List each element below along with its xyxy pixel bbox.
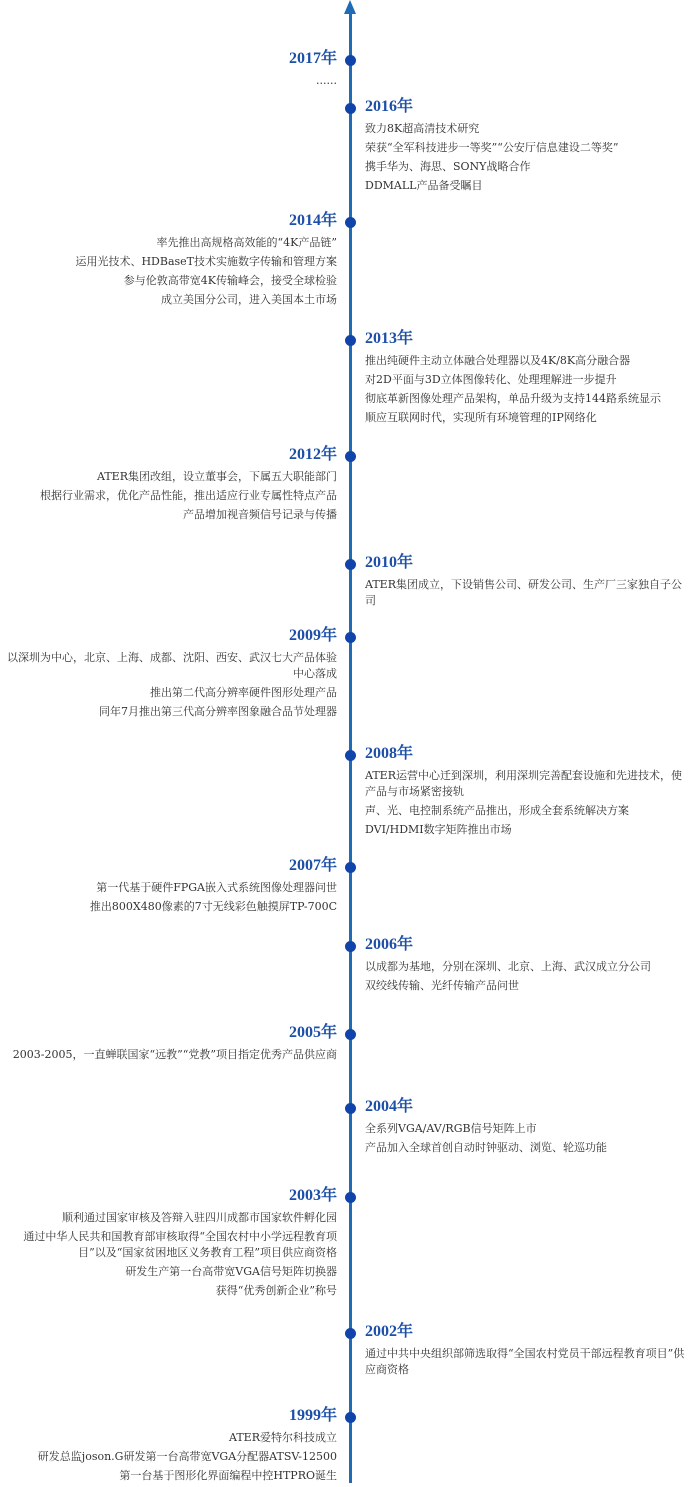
timeline-entry xyxy=(365,97,685,197)
timeline-entry xyxy=(365,553,685,612)
timeline-item: 推出第二代高分辨率硬件图形处理产品 xyxy=(150,686,337,699)
timeline-item: 第一台基于图形化界面编程中控HTPRO诞生 xyxy=(119,1469,337,1482)
timeline-item: 以成都为基地，分别在深圳、北京、上海、武汉成立分公司 xyxy=(365,960,651,973)
timeline-year: 2006年 xyxy=(365,936,414,953)
timeline-entry xyxy=(365,1322,685,1381)
timeline-dot xyxy=(345,632,356,643)
timeline-year: 2004年 xyxy=(365,1098,414,1115)
timeline-year: 2014年 xyxy=(288,212,337,229)
timeline-item: 率先推出高规格高效能的“4K产品链” xyxy=(156,236,337,249)
timeline-dot xyxy=(345,941,356,952)
timeline-dot xyxy=(345,103,356,114)
timeline-year: 2008年 xyxy=(365,745,414,762)
timeline-dot xyxy=(345,335,356,346)
timeline-entry xyxy=(365,744,685,841)
timeline-year: 2005年 xyxy=(288,1024,337,1041)
timeline-item: 双绞线传输、光纤传输产品问世 xyxy=(365,979,519,992)
timeline-item: 声、光、电控制系统产品推出，形成全套系统解决方案 xyxy=(365,804,629,817)
timeline-entry xyxy=(0,626,337,723)
timeline-item: 研发总监joson.G研发第一台高带宽VGA分配器ATSV-12500 xyxy=(37,1450,337,1463)
timeline-item: 推出纯硬件主动立体融合处理器以及4K/8K高分融合器 xyxy=(365,354,631,367)
timeline-year: 2002年 xyxy=(365,1323,414,1340)
timeline-year: 2013年 xyxy=(365,330,414,347)
timeline-item: 携手华为、海思、SONY战略合作 xyxy=(365,160,531,173)
timeline-item: 获得“优秀创新企业”称号 xyxy=(215,1284,337,1297)
timeline-entry xyxy=(0,49,337,92)
timeline-dot xyxy=(345,1192,356,1203)
timeline-dot xyxy=(345,1103,356,1114)
timeline-entry xyxy=(0,1186,337,1302)
timeline-dot xyxy=(345,217,356,228)
timeline-item: 产品加入全球首创自动时钟驱动、浏览、轮巡功能 xyxy=(365,1141,607,1154)
timeline-item: 通过中共中央组织部筛选取得“全国农村党员干部远程教育项目”供应商资格 xyxy=(365,1347,685,1376)
timeline-item: DVI/HDMI数字矩阵推出市场 xyxy=(365,823,512,836)
timeline-year: 2003年 xyxy=(288,1187,337,1204)
timeline-entry xyxy=(365,935,685,997)
timeline-entry xyxy=(0,856,337,918)
timeline-item: 全系列VGA/AV/RGB信号矩阵上市 xyxy=(365,1122,537,1135)
timeline-item: 荣获“全军科技进步一等奖”“公安厅信息建设二等奖” xyxy=(365,141,619,154)
timeline-entry xyxy=(0,1406,337,1487)
timeline-year: 2007年 xyxy=(288,857,337,874)
timeline-item: ATER集团成立，下设销售公司、研发公司、生产厂三家独自子公司 xyxy=(365,578,682,607)
timeline-dot xyxy=(345,1412,356,1423)
timeline-item: 产品增加视音频信号记录与传播 xyxy=(183,508,337,521)
timeline-item: 运用光技术、HDBaseT技术实施数字传输和管理方案 xyxy=(75,255,337,268)
timeline-year: 1999年 xyxy=(288,1407,337,1424)
timeline-dot xyxy=(345,750,356,761)
timeline-item: ATER运营中心迁到深圳，利用深圳完善配套设施和先进技术，使产品与市场紧密接轨 xyxy=(365,769,682,798)
timeline-item: 以深圳为中心，北京、上海、成都、沈阳、西安、武汉七大产品体验中心落成 xyxy=(7,651,337,680)
timeline-item: 顺应互联网时代，实现所有环境管理的IP网络化 xyxy=(365,411,597,424)
timeline-item: 第一代基于硬件FPGA嵌入式系统图像处理器问世 xyxy=(96,881,337,894)
timeline-dot xyxy=(345,1328,356,1339)
timeline-item: ATER集团改组，设立董事会，下属五大职能部门 xyxy=(97,470,337,483)
timeline-item: 研发生产第一台高带宽VGA信号矩阵切换器 xyxy=(125,1265,337,1278)
timeline-year: 2010年 xyxy=(365,554,414,571)
timeline-dot xyxy=(345,55,356,66)
timeline-item: 对2D平面与3D立体图像转化、处理理解进一步提升 xyxy=(365,373,617,386)
timeline-year: 2017年 xyxy=(288,50,337,67)
timeline-year: 2012年 xyxy=(288,446,337,463)
timeline-dot xyxy=(345,559,356,570)
timeline-item: 成立美国分公司，进入美国本土市场 xyxy=(161,293,337,306)
timeline-item: 同年7月推出第三代高分辨率图象融合品节处理器 xyxy=(99,705,337,718)
timeline-dot xyxy=(345,451,356,462)
timeline-entry xyxy=(365,329,685,429)
timeline-item: 彻底革新图像处理产品架构，单品升级为支持144路系统显示 xyxy=(365,392,661,405)
timeline-year: 2009年 xyxy=(288,627,337,644)
timeline-dot xyxy=(345,862,356,873)
timeline-item: DDMALL产品备受瞩目 xyxy=(365,179,483,192)
timeline-item: 参与伦敦高带宽4K传输峰会，接受全球检验 xyxy=(123,274,337,287)
timeline-entry xyxy=(365,1097,685,1159)
timeline-item: ATER爱特尔科技成立 xyxy=(229,1431,337,1444)
timeline-year: 2016年 xyxy=(365,98,414,115)
timeline-item: 通过中华人民共和国教育部审核取得“全国农村中小学远程教育项目”以及“国家贫困地区义务教育工程”项目供应商资格 xyxy=(23,1230,337,1259)
timeline-item: 根据行业需求，优化产品性能，推出适应行业专属性特点产品 xyxy=(40,489,337,502)
timeline-item: 推出800X480像素的7寸无线彩色触摸屏TP-700C xyxy=(89,900,337,913)
timeline-item: 2003-2005，一直蝉联国家“远教”“党教”项目指定优秀产品供应商 xyxy=(12,1048,337,1061)
timeline-entry xyxy=(0,1023,337,1066)
timeline-item: 顺利通过国家审核及答辩入驻四川成都市国家软件孵化园 xyxy=(62,1211,337,1224)
timeline-axis xyxy=(349,10,352,1483)
timeline-dot xyxy=(345,1029,356,1040)
timeline-entry xyxy=(0,445,337,526)
timeline-item: 致力8K超高清技术研究 xyxy=(365,122,480,135)
timeline-item: ...... xyxy=(316,74,337,87)
timeline-entry xyxy=(0,211,337,311)
